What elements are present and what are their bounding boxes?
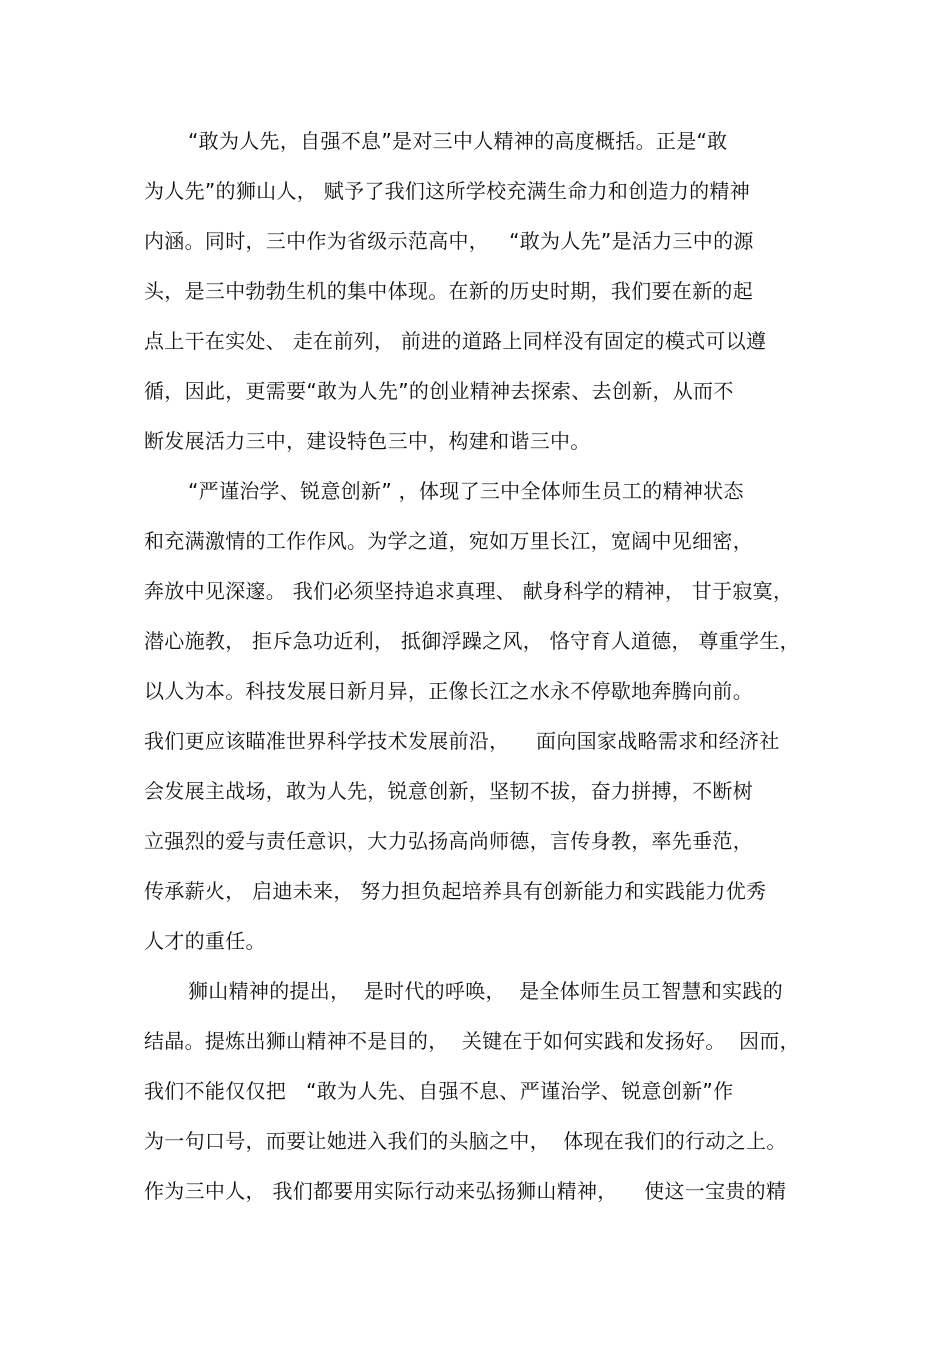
text-line: 为一句口号，而要让她进入我们的头脑之中， 体现在我们的行动之上。 xyxy=(144,1129,787,1153)
text-line: 会发展主战场，敢为人先，锐意创新，坚韧不拔，奋力拼搏，不断树 xyxy=(144,779,753,803)
text-line: “严谨治学、锐意创新” ，体现了三中全体师生员工的精神状态 xyxy=(188,479,744,503)
text-line: 狮山精神的提出， 是时代的呼唤， 是全体师生员工智慧和实践的 xyxy=(188,979,784,1003)
text-line: 结晶。提炼出狮山精神不是目的， 关键在于如何实践和发扬好。 因而， xyxy=(144,1029,800,1053)
text-line: 我们不能仅仅把 “敢为人先、自强不息、严谨治学、锐意创新”作 xyxy=(144,1079,734,1103)
text-line: 和充满激情的工作作风。为学之道，宛如万里长江，宽阔中见细密， xyxy=(144,529,753,553)
text-line: “敢为人先，自强不息”是对三中人精神的高度概括。正是“敢 xyxy=(188,129,728,153)
text-line: 头，是三中勃勃生机的集中体现。在新的历史时期，我们要在新的起 xyxy=(144,279,753,303)
text-line: 立强烈的爱与责任意识，大力弘扬高尚师德，言传身教，率先垂范， xyxy=(144,829,753,853)
text-line: 奔放中见深邃。 我们必须坚持追求真理、 献身科学的精神， 甘于寂寞， xyxy=(144,579,794,603)
text-line: 人才的重任。 xyxy=(144,929,266,953)
text-line: 循，因此，更需要“敢为人先”的创业精神去探索、去创新，从而不 xyxy=(144,379,734,403)
text-line: 以人为本。科技发展日新月异，正像长江之水永不停歇地奔腾向前。 xyxy=(144,679,753,703)
text-line: 传承薪火， 启迪未来， 努力担负起培养具有创新能力和实践能力优秀 xyxy=(144,879,767,903)
text-line: 我们更应该瞄准世界科学技术发展前沿， 面向国家战略需求和经济社 xyxy=(144,729,780,753)
text-line: 点上干在实处、 走在前列， 前进的道路上同样没有固定的模式可以遵 xyxy=(144,329,767,353)
text-line: 为人先”的狮山人， 赋予了我们这所学校充满生命力和创造力的精神 xyxy=(144,179,751,203)
text-line: 断发展活力三中，建设特色三中，构建和谐三中。 xyxy=(144,429,591,453)
text-line: 作为三中人， 我们都要用实际行动来弘扬狮山精神， 使这一宝贵的精 xyxy=(144,1179,787,1203)
text-line: 内涵。同时，三中作为省级示范高中， “敢为人先”是活力三中的源 xyxy=(144,229,754,253)
text-line: 潜心施教， 拒斥急功近利， 抵御浮躁之风， 恪守育人道德， 尊重学生， xyxy=(144,629,800,653)
